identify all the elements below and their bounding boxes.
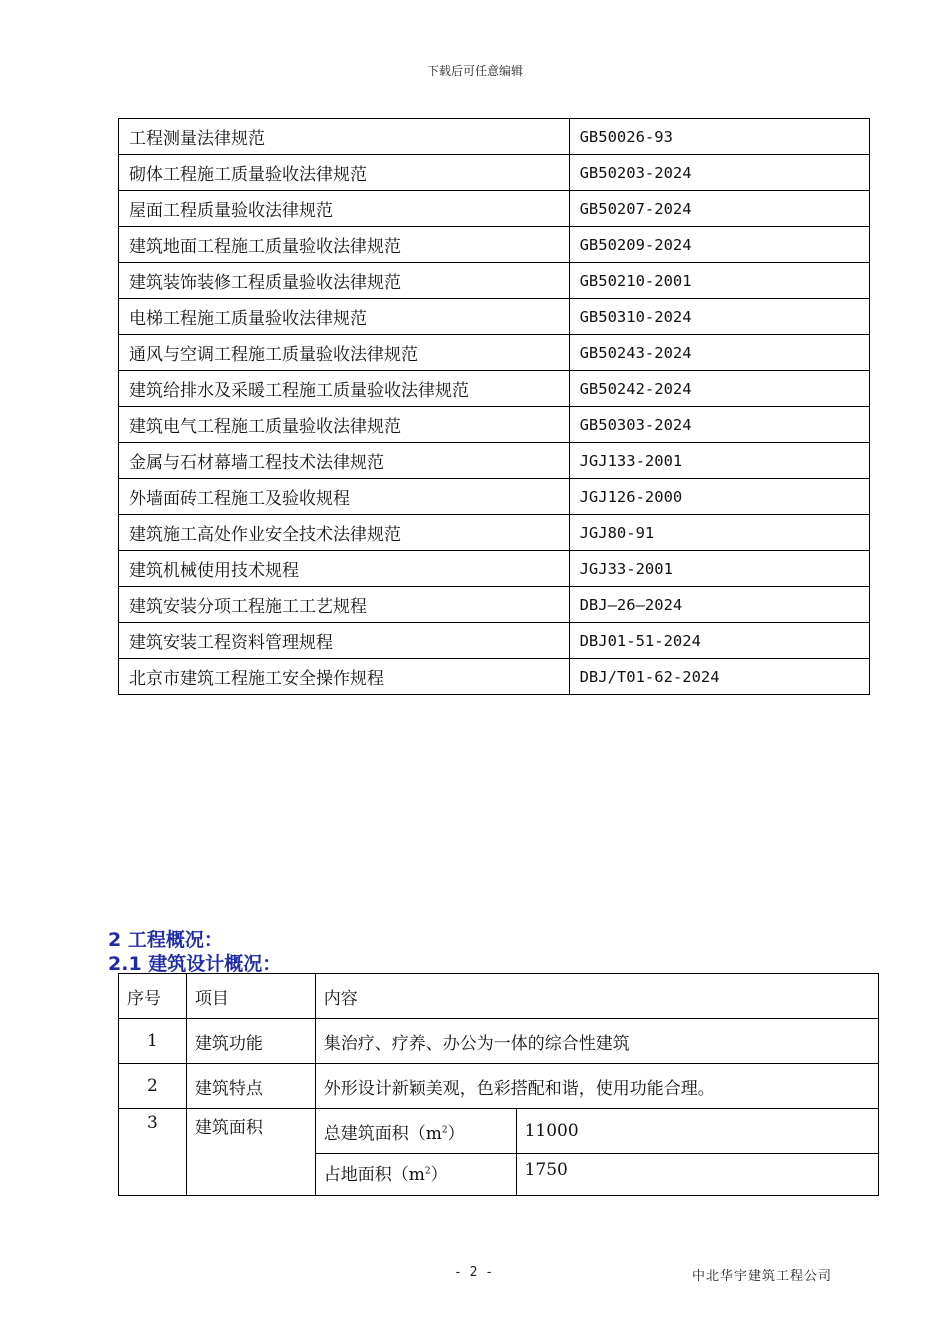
standard-name: 建筑给排水及采暖工程施工质量验收法律规范 [119, 371, 570, 407]
table-row [119, 155, 870, 191]
table-row [119, 623, 870, 659]
table-row [119, 191, 870, 227]
table-row [119, 407, 870, 443]
standard-code: JGJ126-2000 [569, 479, 869, 515]
standard-code: DBJ—26—2024 [569, 587, 869, 623]
total-area-value: 11000 [516, 1109, 878, 1154]
standard-code: GB50243-2024 [569, 335, 869, 371]
standard-code: GB50209-2024 [569, 227, 869, 263]
table-row [119, 371, 870, 407]
standard-code: GB50303-2024 [569, 407, 869, 443]
table-row [119, 659, 870, 695]
row-content: 集治疗、疗养、办公为一体的综合性建筑 [315, 1019, 878, 1064]
standard-code: GB50310-2024 [569, 299, 869, 335]
company-name: 中北华宇建筑工程公司 [692, 1269, 833, 1284]
standard-name: 北京市建筑工程施工安全操作规程 [119, 659, 570, 695]
table-row [119, 1019, 879, 1064]
standard-code: GB50207-2024 [569, 191, 869, 227]
header-no: 序号 [119, 974, 187, 1019]
table-row [119, 479, 870, 515]
table-row [119, 335, 870, 371]
table-row [119, 227, 870, 263]
standard-code: GB50210-2001 [569, 263, 869, 299]
standard-name: 外墙面砖工程施工及验收规程 [119, 479, 570, 515]
standard-code: DBJ01-51-2024 [569, 623, 869, 659]
table-row [119, 587, 870, 623]
standard-name: 建筑安装分项工程施工工艺规程 [119, 587, 570, 623]
design-overview-table [118, 973, 879, 1196]
area-no: 3 [119, 1109, 187, 1196]
site-area-value: 1750 [516, 1154, 878, 1196]
site-area-label: 占地面积$(m^2)$ [315, 1154, 516, 1196]
standard-name: 砌体工程施工质量验收法律规范 [119, 155, 570, 191]
standard-name: 电梯工程施工质量验收法律规范 [119, 299, 570, 335]
standard-code: GB50242-2024 [569, 371, 869, 407]
table-row [119, 1109, 879, 1154]
standards-table [118, 118, 870, 695]
area-item: 建筑面积 [186, 1109, 315, 1196]
standard-name: 建筑地面工程施工质量验收法律规范 [119, 227, 570, 263]
page-number: - 2 - [454, 1265, 494, 1280]
standard-name: 金属与石材幕墙工程技术法律规范 [119, 443, 570, 479]
header-content: 内容 [315, 974, 878, 1019]
standard-name: 建筑安装工程资料管理规程 [119, 623, 570, 659]
section-heading: 2 工程概况： [108, 929, 223, 951]
subsection-heading: 2.1 建筑设计概况： [108, 953, 282, 975]
row-item: 建筑特点 [186, 1064, 315, 1109]
standard-code: JGJ80-91 [569, 515, 869, 551]
table-row [119, 263, 870, 299]
table-row [119, 443, 870, 479]
row-content: 外形设计新颖美观，色彩搭配和谐，使用功能合理。 [315, 1064, 878, 1109]
standard-name: 建筑装饰装修工程质量验收法律规范 [119, 263, 570, 299]
standard-code: GB50203-2024 [569, 155, 869, 191]
standard-code: JGJ133-2001 [569, 443, 869, 479]
table-header-row [119, 974, 879, 1019]
standard-name: 通风与空调工程施工质量验收法律规范 [119, 335, 570, 371]
header-item: 项目 [186, 974, 315, 1019]
table-row [119, 551, 870, 587]
total-area-label: 总建筑面积$(m^2)$ [315, 1109, 516, 1154]
standard-name: 建筑机械使用技术规程 [119, 551, 570, 587]
standards-table-body [119, 119, 870, 695]
standard-name: 建筑施工高处作业安全技术法律规范 [119, 515, 570, 551]
row-item: 建筑功能 [186, 1019, 315, 1064]
standard-name: 工程测量法律规范 [119, 119, 570, 155]
standard-code: JGJ33-2001 [569, 551, 869, 587]
standard-code: GB50026-93 [569, 119, 869, 155]
table-row [119, 299, 870, 335]
standard-code: DBJ/T01-62-2024 [569, 659, 869, 695]
table-row [119, 1064, 879, 1109]
table-row [119, 515, 870, 551]
row-no: 2 [119, 1064, 187, 1109]
standard-name: 建筑电气工程施工质量验收法律规范 [119, 407, 570, 443]
table-row [119, 119, 870, 155]
header-note: 下载后可任意编辑 [426, 64, 523, 78]
row-no: 1 [119, 1019, 187, 1064]
standard-name: 屋面工程质量验收法律规范 [119, 191, 570, 227]
